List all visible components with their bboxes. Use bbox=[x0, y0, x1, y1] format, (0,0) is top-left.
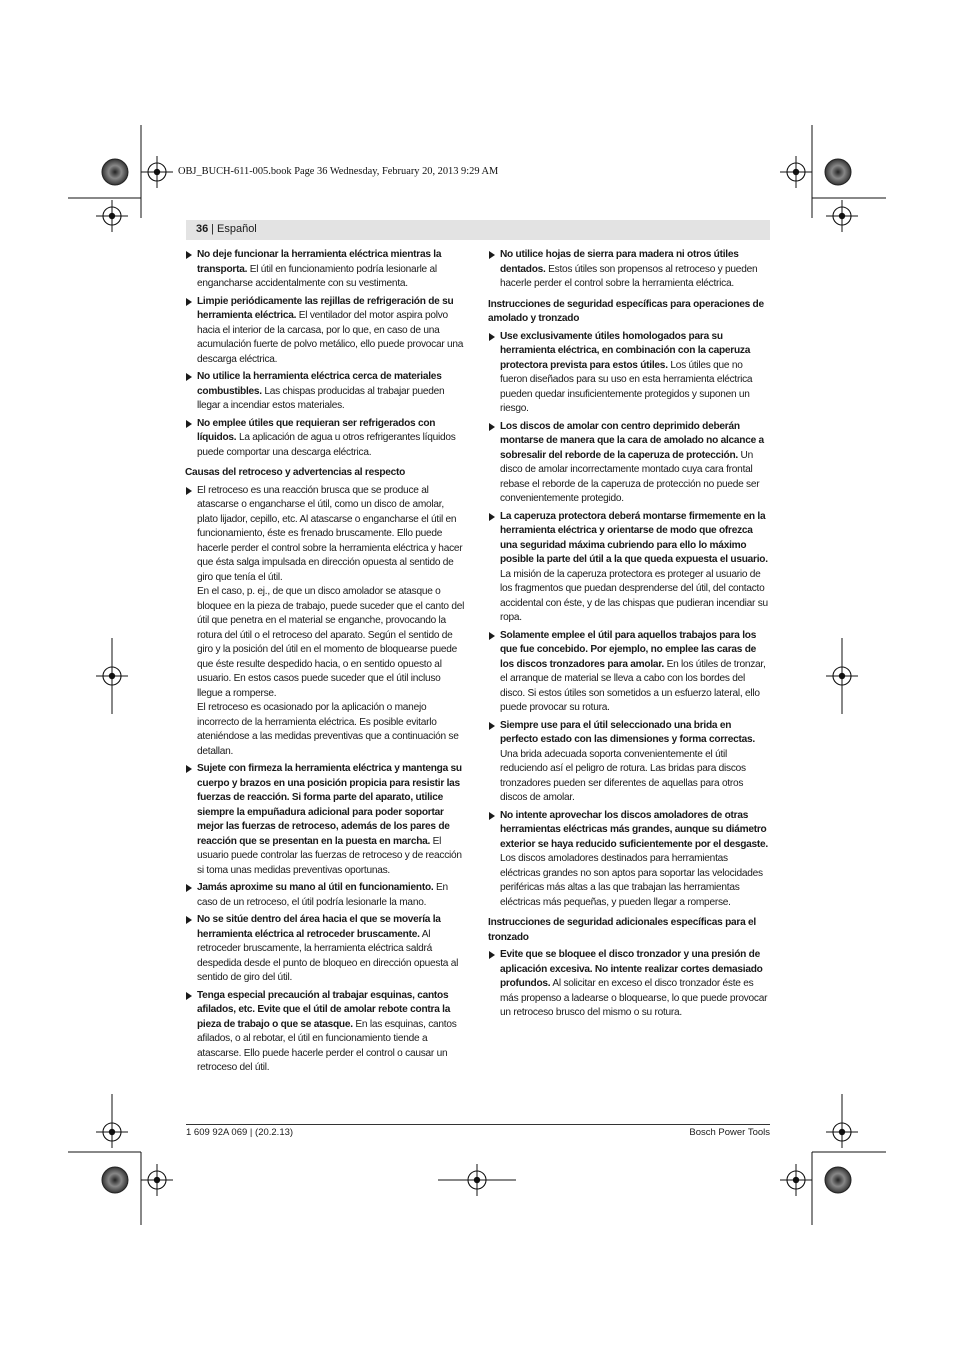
safety-item bbox=[185, 989, 466, 1076]
bullet-triangle-icon bbox=[186, 298, 192, 306]
item-text bbox=[500, 420, 769, 507]
section-heading: Instrucciones de seguridad específicas para operaciones de amolado y tronzado bbox=[488, 298, 764, 324]
print-header: OBJ_BUCH-611-005.book Page 36 Wednesday, February 20, 2013 9:29 AM bbox=[178, 166, 499, 177]
item-bold-lead: Los discos de amolar con centro deprimido deberán montarse de manera que la cara de amolado no alcance a sobresalir del reborde de la caperuza de protección. bbox=[500, 420, 764, 461]
safety-item bbox=[488, 629, 769, 716]
safety-item bbox=[185, 417, 466, 461]
item-bold-lead: Limpie periódicamente las rejillas de refrigeración de su herramienta eléctrica. bbox=[197, 295, 454, 321]
left-column bbox=[185, 248, 466, 1079]
item-bold-lead: Tenga especial precaución al trabajar esquinas, cantos afilados, etc. Evite que el útil de amolar rebote contra la pieza de trabajo o que se atasque. bbox=[197, 989, 451, 1030]
item-body: En los útiles de tronzar, el arranque de material se lleva a cabo con los bordes del disco. Si estos útiles son sometidos a un esfuerzo lateral, ello puede provocar su rotura. bbox=[500, 658, 766, 713]
item-bold-lead: Use exclusivamente útiles homologados para su herramienta eléctrica, en combinación con la caperuza protectora prevista para estos útiles. bbox=[500, 330, 751, 371]
item-body: Una brida adecuada soporta convenientemente el útil reduciendo así el peligro de rotura. Las bridas para discos tronzadores pueden ser diferentes de aquellas para otros discos de amolar. bbox=[500, 748, 746, 803]
bullet-triangle-icon bbox=[489, 251, 495, 259]
color-rosette-icon bbox=[825, 159, 851, 185]
safety-item bbox=[185, 370, 466, 414]
item-bold-lead: Solamente emplee el útil para aquellos trabajos para los que fue concebido. Por ejemplo, no emplee las caras de los discos tronzadores para amolar. bbox=[500, 629, 757, 670]
footer-rule bbox=[186, 1124, 770, 1125]
item-text bbox=[197, 417, 466, 461]
bullet-triangle-icon bbox=[186, 992, 192, 1000]
item-body: El usuario puede controlar las fuerzas de retroceso y de reacción si toma unas medidas preventivas oportunas. bbox=[197, 835, 462, 876]
kickback-explanation bbox=[185, 484, 466, 760]
item-bold-lead: No emplee útiles que requieran ser refrigerados con líquidos. bbox=[197, 417, 436, 443]
color-rosette-icon bbox=[102, 159, 128, 185]
registration-mark-icon bbox=[780, 156, 812, 188]
safety-item bbox=[488, 809, 769, 911]
bullet-triangle-icon bbox=[489, 513, 495, 521]
item-bold-lead: La caperuza protectora deberá montarse firmemente en la herramienta eléctrica y orientarse de modo que ofrezca una seguridad máxima cubriendo para ello lo máximo posible la parte del útil a la que queda expuesta el usuario. bbox=[500, 510, 768, 565]
safety-item bbox=[488, 948, 769, 1021]
page-language: Español bbox=[217, 223, 257, 235]
safety-item bbox=[488, 248, 769, 292]
footer-brand: Bosch Power Tools bbox=[689, 1127, 770, 1138]
safety-item bbox=[185, 762, 466, 878]
safety-item bbox=[488, 510, 769, 626]
item-body: Los discos amoladores destinados para herramientas eléctricas grandes no son aptos para soportar las velocidades periféricas más altas a las que trabajan las herramientas eléctricas más pequeñas, y pueden llegar a romperse. bbox=[500, 853, 763, 908]
item-text bbox=[197, 370, 466, 414]
item-text bbox=[500, 330, 769, 417]
item-bold-lead: Jamás aproxime su mano al útil en funcionamiento. bbox=[197, 882, 434, 893]
item-text bbox=[197, 881, 466, 910]
bullet-triangle-icon bbox=[186, 765, 192, 773]
item-bold-lead: Sujete con firmeza la herramienta eléctrica y mantenga su cuerpo y brazos en una posición propicia para resistir las fuerzas de reacción. Si forma parte del aparato, utilice siempre la empuñadura adicional para poder soportar mejor las fuerzas de retroceso, además de los pares de reacción que se presentan en la puesta en marcha. bbox=[197, 763, 462, 847]
item-text bbox=[197, 248, 466, 292]
section-heading: Causas del retroceso y advertencias al respecto bbox=[185, 467, 406, 478]
item-text bbox=[197, 989, 466, 1076]
item-body: En caso de un retroceso, el útil podría lesionarle la mano. bbox=[197, 882, 448, 908]
color-rosette-icon bbox=[825, 1167, 851, 1193]
item-bold-lead: No se sitúe dentro del área hacia el que se movería la herramienta eléctrica al retroceder bruscamente. bbox=[197, 914, 441, 940]
page-header-bar bbox=[186, 220, 770, 240]
page-number: 36 bbox=[196, 223, 209, 235]
item-body: En las esquinas, cantos afilados, o al rebotar, el útil en funcionamiento tiende a atascarse. Ello puede hacerle perder el control o causar un retroceso del útil. bbox=[197, 1018, 457, 1073]
bullet-triangle-icon bbox=[489, 632, 495, 640]
bullet-triangle-icon bbox=[489, 423, 495, 431]
item-text bbox=[500, 629, 769, 716]
item-bold-lead: Evite que se bloquee el disco tronzador y una presión de aplicación excesiva. No intente realizar cortes demasiado profundos. bbox=[500, 949, 763, 989]
safety-item bbox=[185, 295, 466, 368]
registration-mark-icon bbox=[141, 156, 173, 188]
section-heading: Instrucciones de seguridad adicionales específicas para el tronzado bbox=[488, 917, 756, 943]
bullet-triangle-icon bbox=[186, 487, 192, 495]
item-body: Al retroceder bruscamente, la herramienta eléctrica saldrá despedida desde el punto de bloqueo en dirección opuesta al sentido de giro del útil. bbox=[197, 928, 459, 983]
item-text bbox=[500, 510, 769, 626]
safety-item bbox=[488, 330, 769, 417]
item-text bbox=[500, 719, 769, 806]
safety-item bbox=[185, 248, 466, 292]
item-bold-lead: No utilice hojas de sierra para madera ni otros útiles dentados. bbox=[500, 249, 739, 275]
item-body: Estos útiles son propensos al retroceso y pueden hacerle perder el control sobre la herramienta eléctrica. bbox=[500, 263, 758, 289]
bullet-triangle-icon bbox=[489, 812, 495, 820]
paragraph: En el caso, p. ej., de que un disco amolador se atasque o bloquee en la pieza de trabajo, puede suceder que el canto del útil que penetra en el material se enganche, provocando la rotura del útil o el retroceso del aparato. Según el sentido de giro y la posición del útil en el momento de bloquearse puede que éste resulte despedido hacia, o en sentido opuesto al usuario. En estos casos puede suceder que el útil incluso llegue a romperse. bbox=[197, 586, 465, 699]
item-body: La misión de la caperuza protectora es proteger al usuario de los fragmentos que puedan desprenderse del útil, del contacto accidental con éste, y de las chispas que pudieran incendiar su ropa. bbox=[500, 568, 768, 623]
safety-item bbox=[185, 881, 466, 910]
registration-mark-icon bbox=[780, 1164, 812, 1196]
safety-item bbox=[488, 719, 769, 806]
safety-item bbox=[185, 913, 466, 986]
item-bold-lead: Siempre use para el útil seleccionado una brida en perfecto estado con las dimensiones y forma correctas. bbox=[500, 719, 755, 745]
bullet-triangle-icon bbox=[186, 420, 192, 428]
item-body: El útil en funcionamiento podría lesionarle al engancharse accidentalmente con su vestimenta. bbox=[197, 263, 437, 289]
bullet-triangle-icon bbox=[186, 373, 192, 381]
color-rosette-icon bbox=[102, 1167, 128, 1193]
paragraph: El retroceso es una reacción brusca que se produce al atascarse o engancharse el útil, como un disco de amolar, plato lijador, cepillo, etc. Al atascarse o engancharse el útil en funcionamiento, éste es frenado bruscamente. Ello puede hacerle perder el control sobre la herramienta eléctrica y hacer que ésta salga impulsada en dirección opuesta al sentido de giro que tenía el útil. bbox=[197, 484, 463, 583]
item-body: Al solicitar en exceso el disco tronzador éste es más propenso a ladearse o bloquearse, lo que puede provocar un retroceso brusco del mismo o su rotura. bbox=[500, 978, 768, 1018]
bullet-triangle-icon bbox=[186, 251, 192, 259]
item-bold-lead: No deje funcionar la herramienta eléctrica mientras la transporta. bbox=[197, 249, 442, 275]
item-body: Un disco de amolar incorrectamente montado cuya cara frontal rebase el reborde de la caperuza de protección no puede ser convenientemente protegido. bbox=[500, 449, 760, 504]
item-text bbox=[197, 295, 466, 368]
item-text bbox=[500, 248, 769, 292]
item-body: Los útiles que no fueron diseñados para su uso en esta herramienta eléctrica pueden quedar insuficientemente protegidos y suponen un riesgo. bbox=[500, 359, 753, 414]
item-bold-lead: No utilice la herramienta eléctrica cerca de materiales combustibles. bbox=[197, 371, 442, 397]
bullet-triangle-icon bbox=[489, 722, 495, 730]
registration-mark-icon bbox=[141, 1164, 173, 1196]
item-bold-lead: No intente aprovechar los discos amoladores de otras herramientas eléctricas más grandes, aunque su diámetro exterior se haya reducido suficientemente por el desgaste. bbox=[500, 809, 768, 850]
safety-item bbox=[488, 420, 769, 507]
item-text bbox=[197, 913, 466, 986]
item-text bbox=[500, 809, 769, 911]
paragraph: El retroceso es ocasionado por la aplicación o manejo incorrecto de la herramienta eléctrica. Es posible evitarlo ateniéndose a las medidas preventivas que a continuación se detallan. bbox=[197, 702, 459, 757]
registration-mark-icon bbox=[96, 200, 128, 232]
header-separator: | bbox=[211, 223, 214, 235]
registration-mark-icon bbox=[826, 200, 858, 232]
item-body: El ventilador del motor aspira polvo hacia el interior de la carcasa, por lo que, en caso de una acumulación fuerte de polvo metálico, ello puede provocar una descarga eléctrica. bbox=[197, 310, 464, 365]
bullet-triangle-icon bbox=[489, 333, 495, 341]
bullet-triangle-icon bbox=[186, 916, 192, 924]
item-text bbox=[500, 948, 769, 1021]
bullet-triangle-icon bbox=[186, 884, 192, 892]
footer-document-number: 1 609 92A 069 | (20.2.13) bbox=[186, 1127, 294, 1138]
bullet-triangle-icon bbox=[489, 951, 495, 959]
item-body: Las chispas producidas al trabajar pueden llegar a incendiar estos materiales. bbox=[197, 385, 445, 411]
right-column bbox=[488, 248, 769, 1024]
item-text bbox=[197, 762, 466, 878]
item-body: La aplicación de agua u otros refrigerantes líquidos puede comportar una descarga eléctrica. bbox=[197, 432, 456, 458]
